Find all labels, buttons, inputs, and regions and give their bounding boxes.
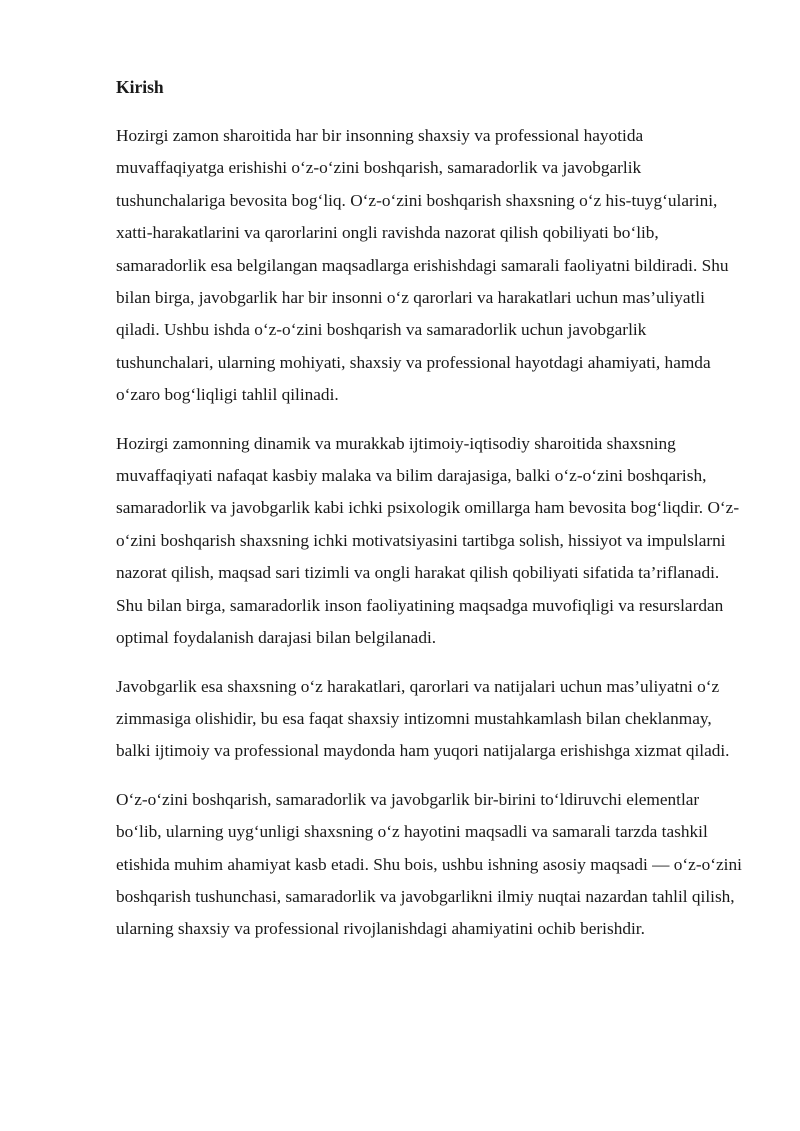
section-heading: Kirish [116, 77, 164, 97]
paragraph-2: Hozirgi zamonning dinamik va murakkab ijtimoiy-iqtisodiy sharoitida shaxsning muvaffaqiyati nafaqat kasbiy malaka va bilim darajasiga, balki o‘z-o‘zini boshqarish, samaradorlik va javobgarlik kabi ichki psixologik omillarga ham bevosita bog‘liqdir. O‘z-o‘zini boshqarish shaxsning ichki motivatsiyasini tartibga solish, hissiyot va impulslarni nazorat qilish, maqsad sari tizimli va ongli harakat qilish qobiliyati sifatida ta’riflanadi. Shu bilan birga, samaradorlik inson faoliyatining maqsadga muvofiqligi va resurslardan optimal foydalanish darajasi bilan belgilanadi. [116, 433, 740, 648]
paragraph-4: O‘z-o‘zini boshqarish, samaradorlik va javobgarlik bir-birini to‘ldiruvchi elementlar bo‘lib, ularning uyg‘unligi shaxsning o‘z hayotini maqsadli va samarali tarzda tashkil etishida muhim ahamiyat kasb etadi. Shu bois, ushbu ishning asosiy maqsadi — o‘z-o‘zini boshqarish tushunchasi, samaradorlik va javobgarlikni ilmiy nuqtai nazardan tahlil qilish, ularning shaxsiy va professional rivojlanishdagi ahamiyatini ochib berishdir. [116, 789, 742, 939]
paragraph-3: Javobgarlik esa shaxsning o‘z harakatlari, qarorlari va natijalari uchun mas’uliyatni o‘z zimmasiga olishidir, bu esa faqat shaxsiy intizomni mustahkamlash bilan cheklanmay, balki ijtimoiy va professional maydonda ham yuqori natijalarga erishishga xizmat qiladi. [116, 676, 730, 761]
paragraph-1: Hozirgi zamon sharoitida har bir insonning shaxsiy va professional hayotida muvaffaqiyatga erishishi o‘z-o‘zini boshqarish, samaradorlik va javobgarlik tushunchalariga bevosita bog‘liq. O‘z-o‘zini boshqarish shaxsning o‘z his-tuyg‘ularini, xatti-harakatlarini va qarorlarini ongli ravishda nazorat qilish qobiliyati bo‘lib, samaradorlik esa belgilangan maqsadlarga erishishdagi samarali faoliyatni bildiradi. Shu bilan birga, javobgarlik har bir insonni o‘z qarorlari va harakatlari uchun mas’uliyatli qiladi. Ushbu ishda o‘z-o‘zini boshqarish va samaradorlik uchun javobgarlik tushunchalari, ularning mohiyati, shaxsiy va professional hayotdagi ahamiyati, hamda o‘zaro bog‘liqligi tahlil qilinadi. [116, 126, 729, 405]
